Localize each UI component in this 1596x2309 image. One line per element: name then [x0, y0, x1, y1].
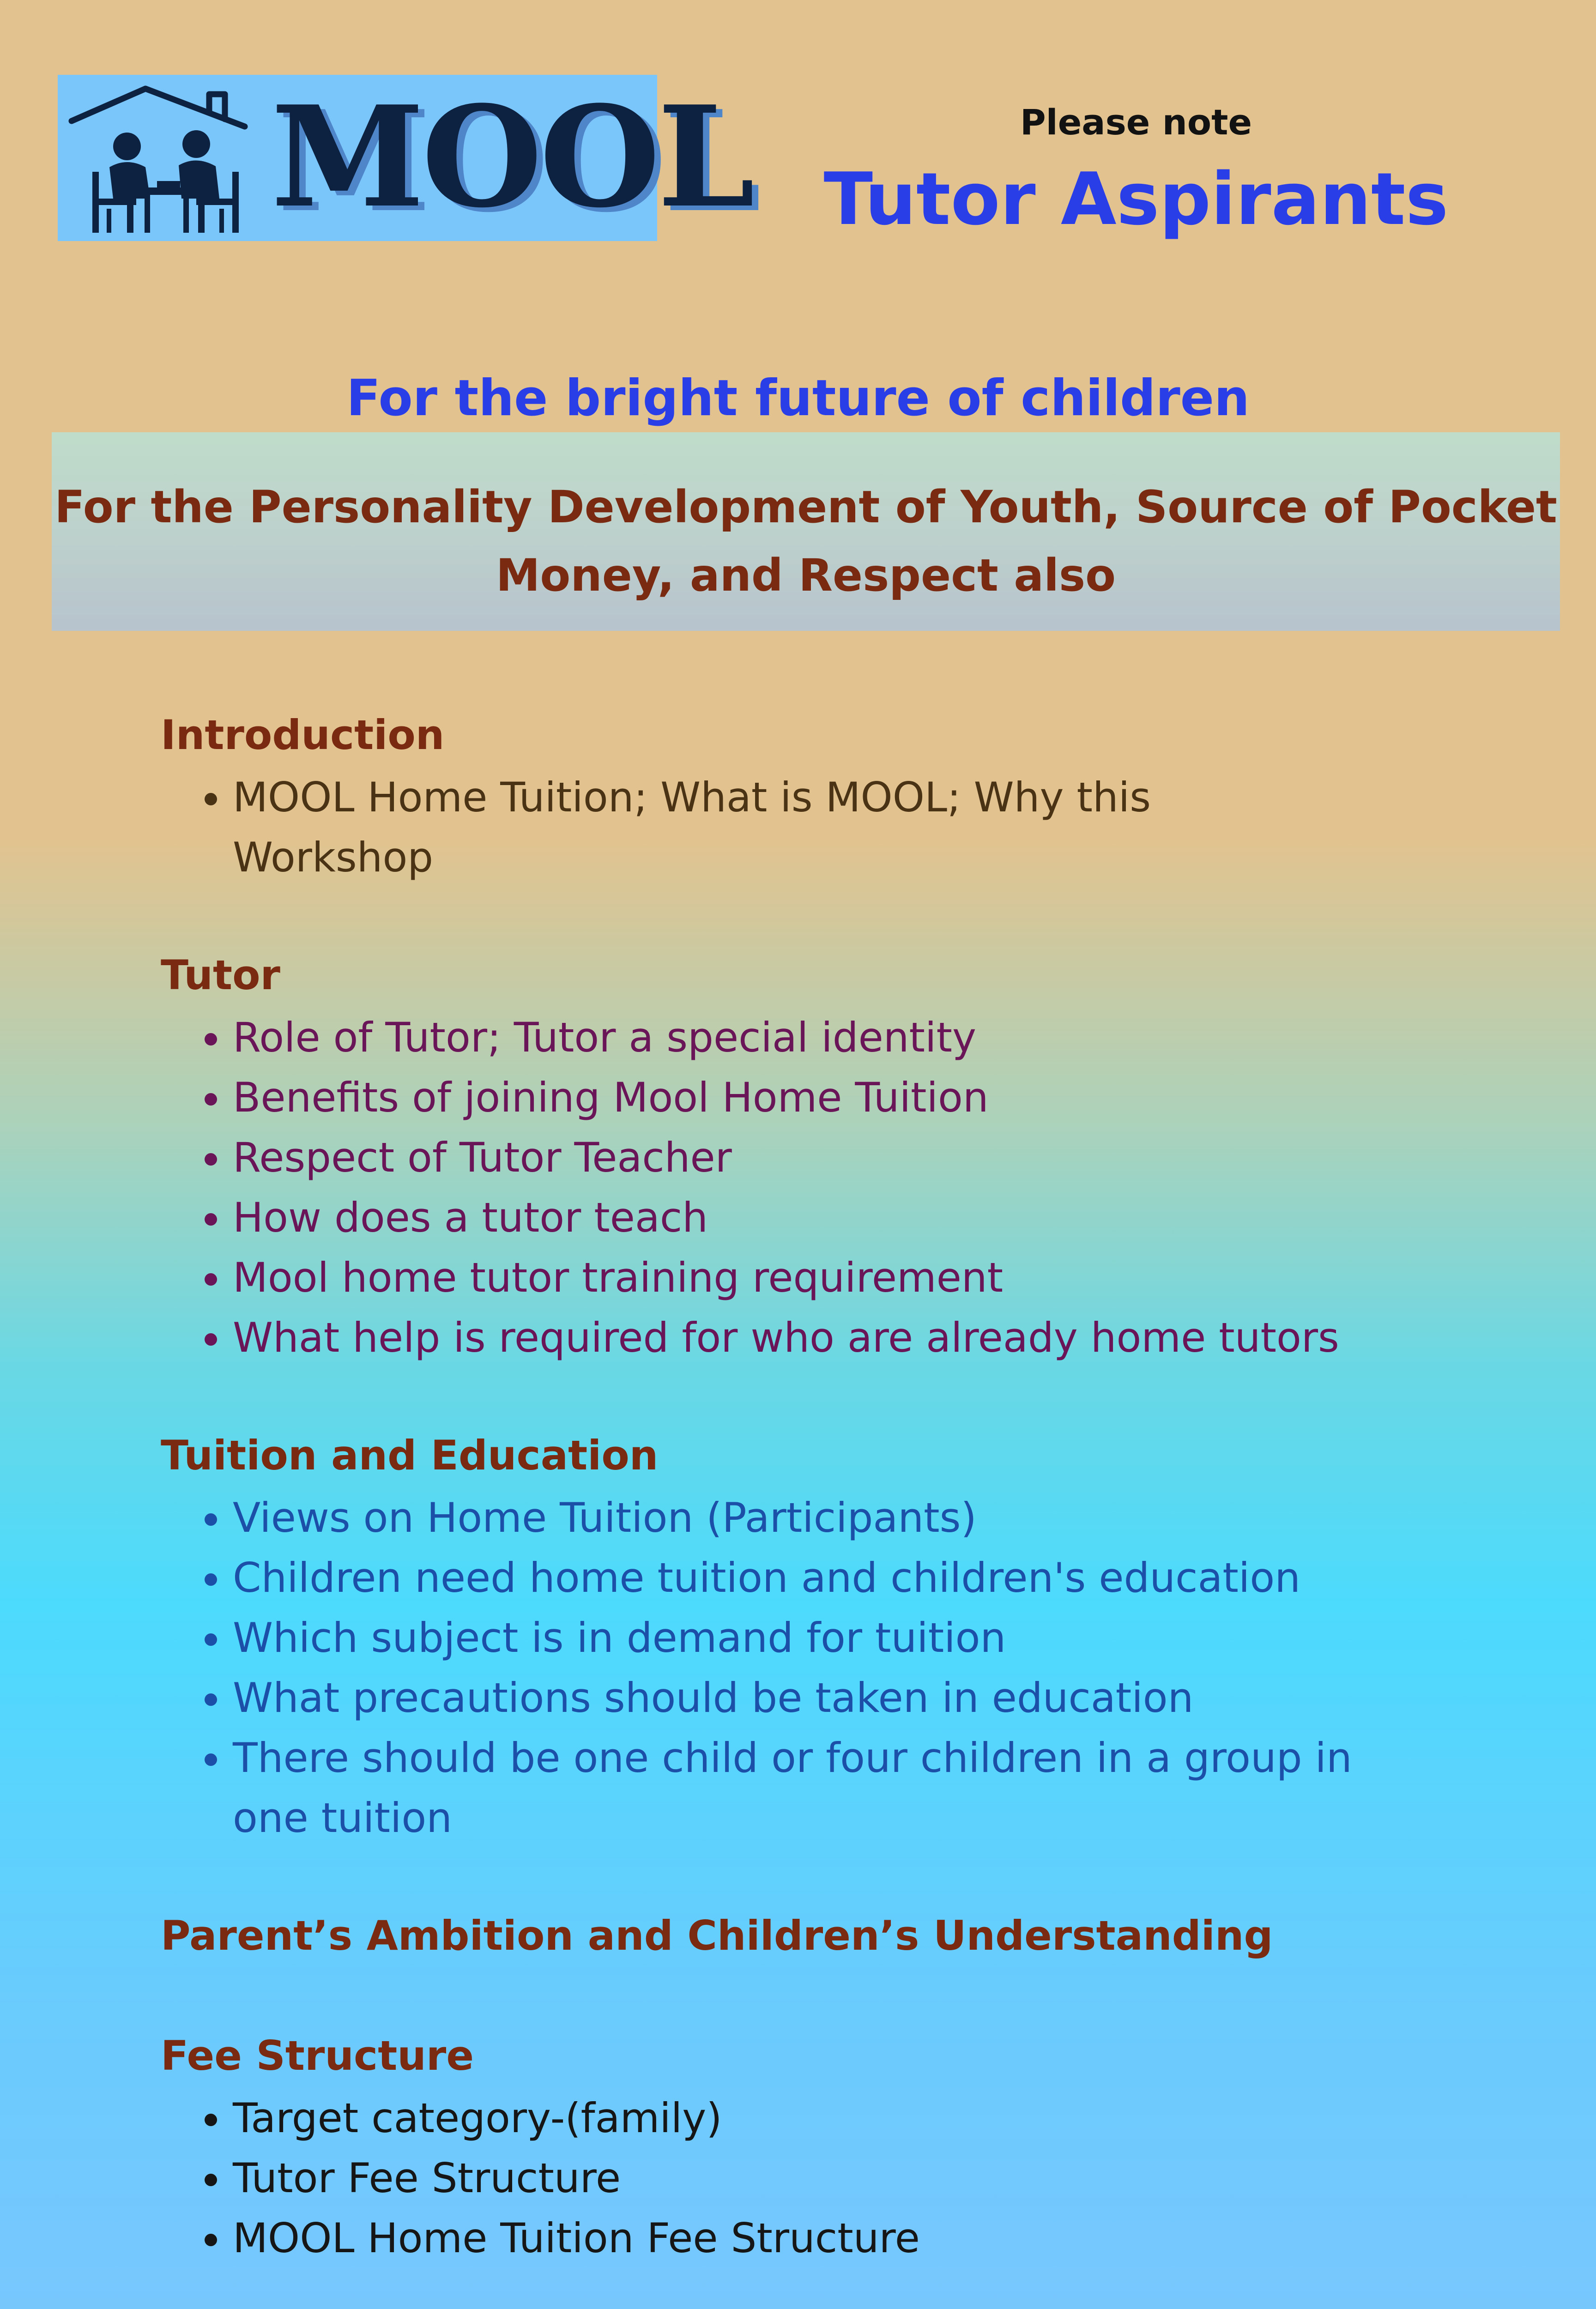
list-item: • There should be one child or four children in a group in one tuition	[233, 1728, 1361, 1848]
list-item: • Tutor Fee Structure	[233, 2148, 1361, 2208]
section-title-parents-ambition: Parent’s Ambition and Children’s Understanding	[161, 1912, 1273, 1959]
section-title-introduction: Introduction	[161, 711, 445, 759]
tutor-list	[161, 1008, 1361, 1368]
introduction-list	[161, 768, 1361, 888]
list-item: • How does a tutor teach	[233, 1188, 1361, 1248]
fee-structure-list	[161, 2088, 1361, 2268]
logo-wordmark: MOOL	[271, 75, 752, 238]
list-item: • Which subject is in demand for tuition	[233, 1608, 1361, 1668]
house-tutoring-icon	[58, 75, 270, 241]
list-item: • Mool home tutor training requirement	[233, 1248, 1361, 1308]
section-title-fee-structure: Fee Structure	[161, 2032, 474, 2079]
tagline: For the bright future of children	[346, 369, 1250, 427]
list-item: • What help is required for who are already home tutors	[233, 1308, 1361, 1368]
banner	[52, 432, 1560, 631]
please-note-label: Please note	[1020, 102, 1252, 143]
list-item: • Views on Home Tuition (Participants)	[233, 1488, 1361, 1548]
list-item: • Respect of Tutor Teacher	[233, 1128, 1361, 1188]
list-item: • MOOL Home Tuition Fee Structure	[233, 2208, 1361, 2268]
page-title: Tutor Aspirants	[823, 157, 1449, 241]
list-item: • What precautions should be taken in education	[233, 1668, 1361, 1728]
list-item: • Target category-(family)	[233, 2088, 1361, 2148]
list-item: • MOOL Home Tuition; What is MOOL; Why this Workshop	[233, 768, 1249, 888]
mool-logo	[58, 75, 752, 241]
list-item: • Children need home tuition and children's education	[233, 1548, 1361, 1608]
tuition-education-list	[161, 1488, 1361, 1848]
list-item: • Benefits of joining Mool Home Tuition	[233, 1068, 1361, 1128]
list-item: • Role of Tutor; Tutor a special identity	[233, 1008, 1361, 1068]
banner-text: For the Personality Development of Youth, Source of Pocket Money, and Respect also	[54, 481, 1557, 601]
section-title-tuition-education: Tuition and Education	[161, 1432, 659, 1479]
section-title-tutor: Tutor	[161, 951, 280, 999]
